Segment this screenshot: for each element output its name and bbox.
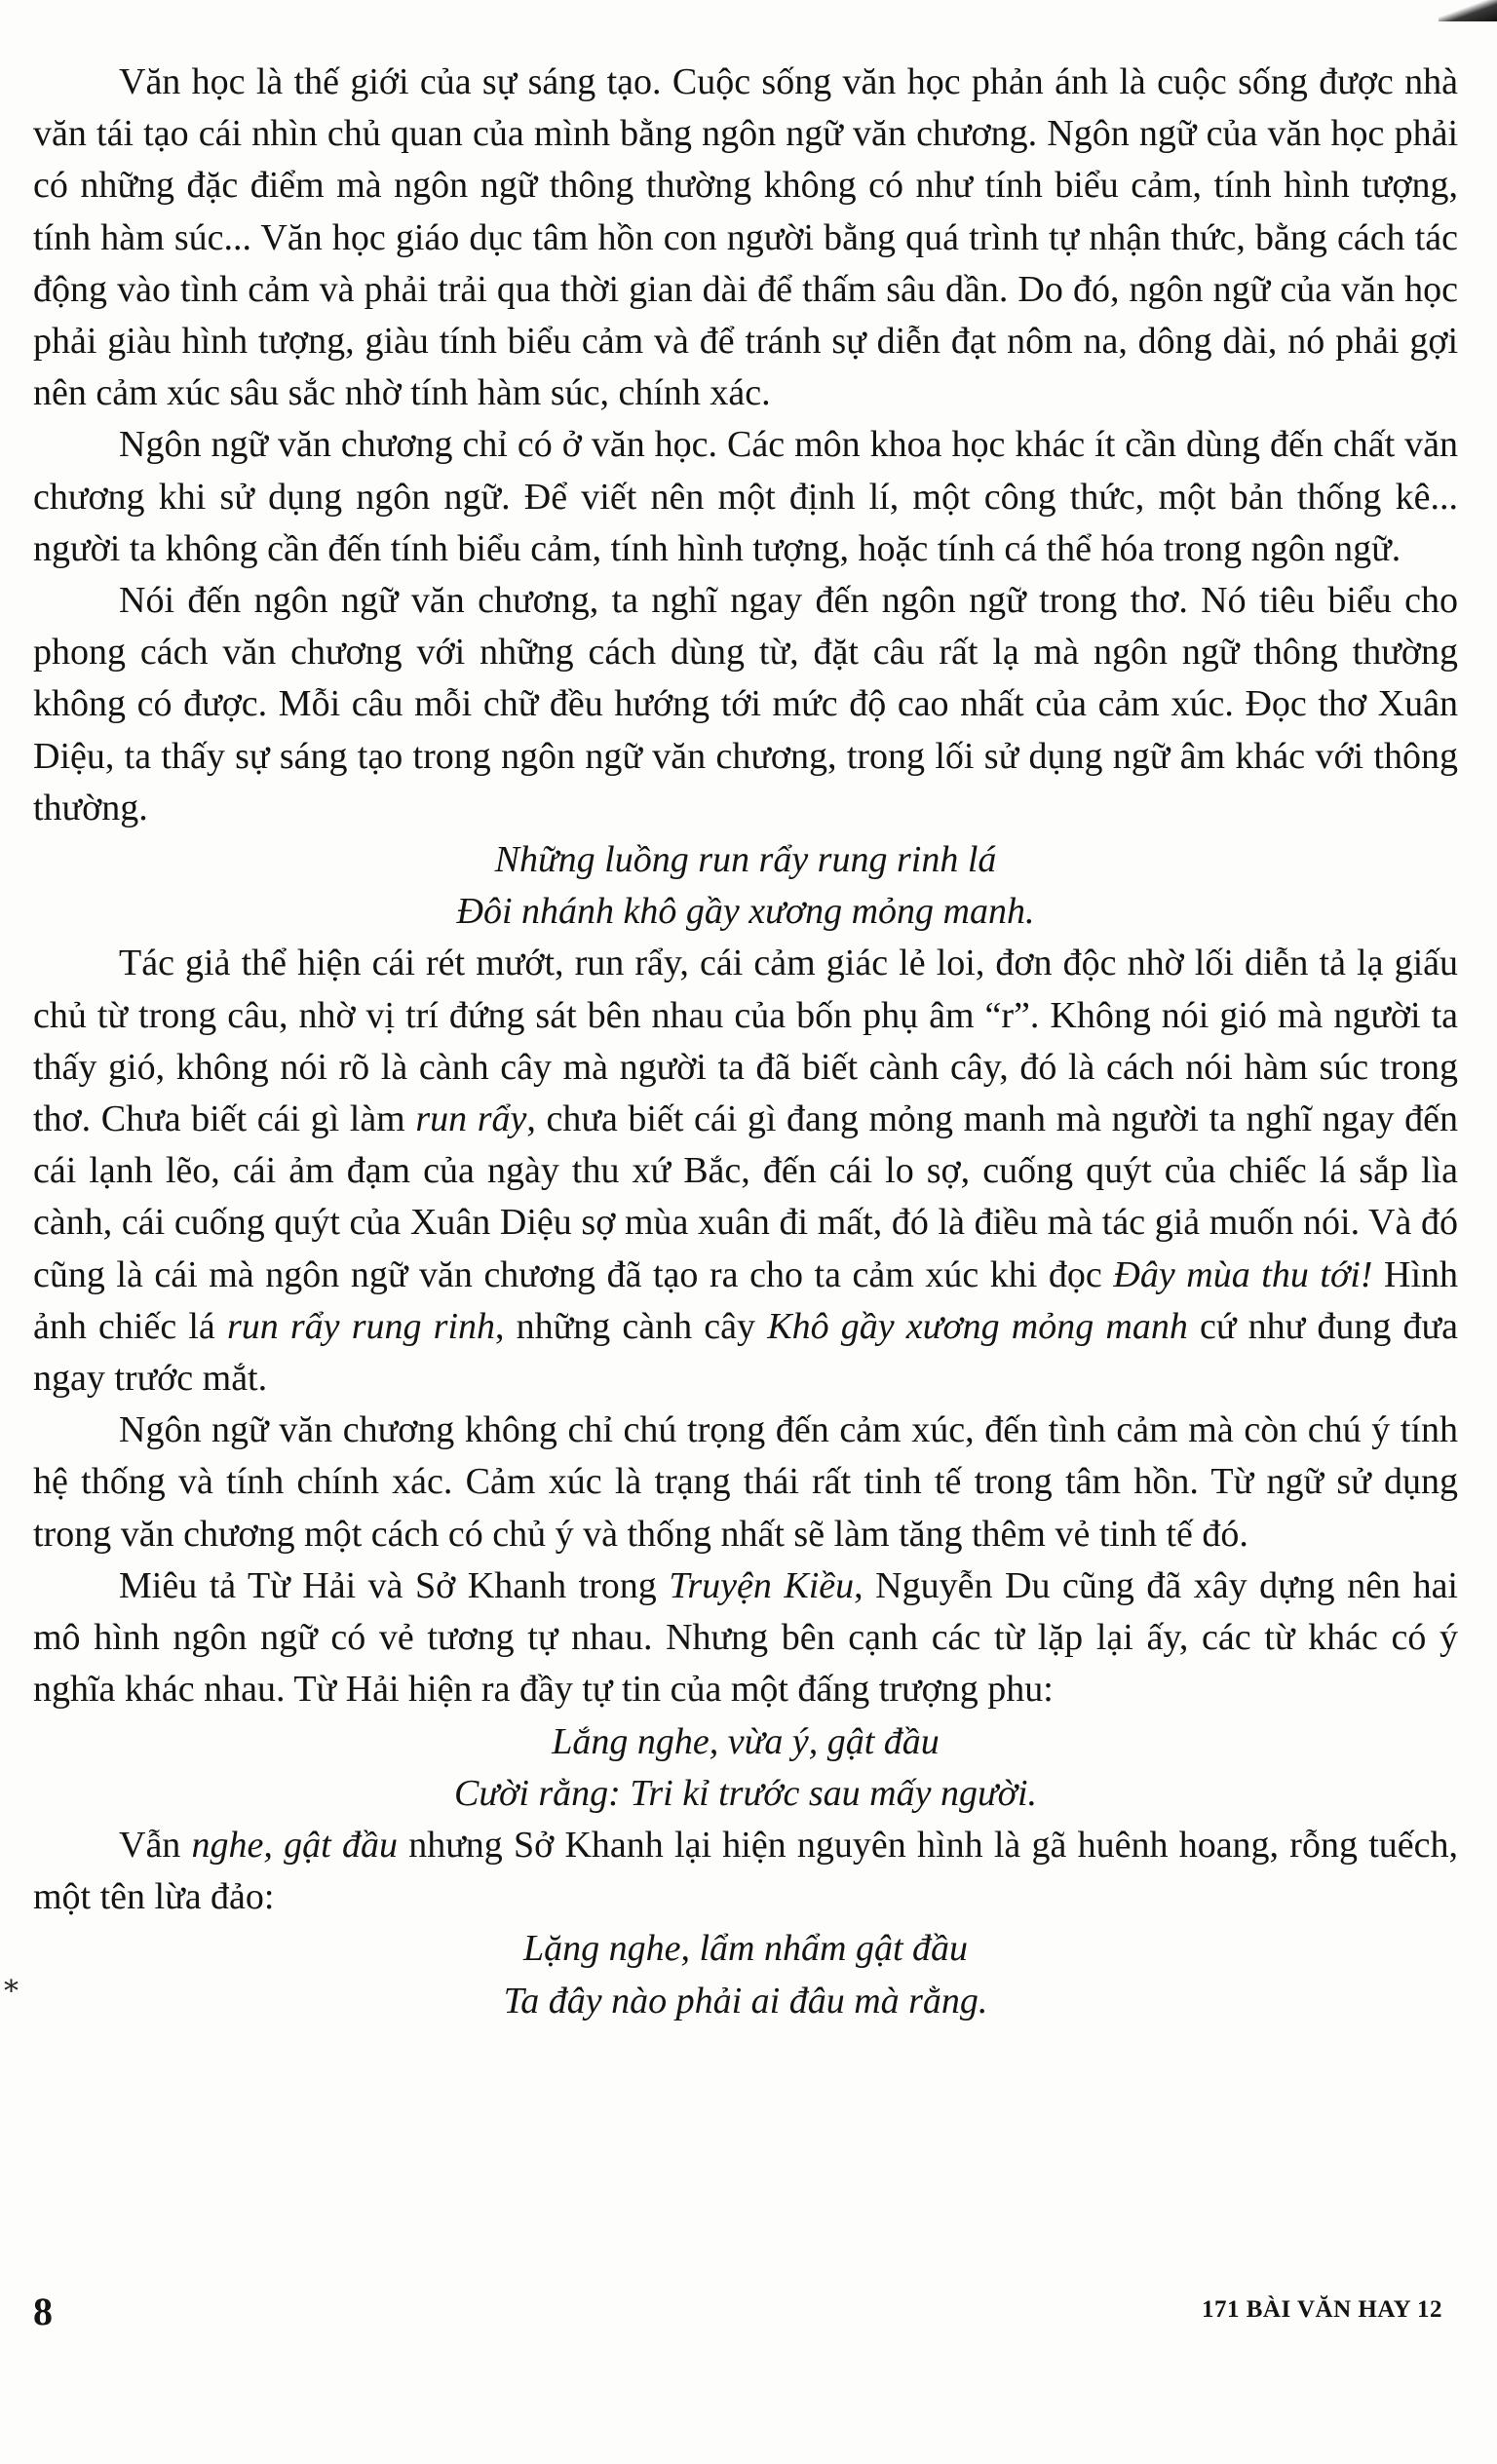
verse-xuan-dieu xyxy=(33,834,1458,938)
text-run: Tác giả thể hiện cái rét mướt, run rẩy, cái cảm giác lẻ loi, đơn độc nhờ lối diễn tả lạ giấu chủ từ trong câu, nhờ vị trí đứng sát bên nhau của bốn phụ âm “r”. Không nói gió mà người ta thấy gió, không nói rõ là cành cây mà người ta đã biết cành cây, đó là cách nói hàm súc trong thơ. Chưa biết cái gì làm xyxy=(33,943,1458,1140)
text-run: , chưa biết cái gì đang mỏng manh mà người ta nghĩ ngay đến cái lạnh lẽo, cái ảm đạm của ngày thu xứ Bắc, đến cái lo sợ, cuống quýt của chiếc lá sắp lìa cành, cái cuống quýt của Xuân Diệu sợ mùa xuân đi mất, đó là điều mà tác giả muốn nói. Và đó cũng là cái mà ngôn ngữ văn chương đã tạo ra cho ta cảm xúc khi đọc xyxy=(33,1098,1458,1295)
paragraph-1: Văn học là thế giới của sự sáng tạo. Cuộc sống văn học phản ánh là cuộc sống được nhà văn tái tạo cái nhìn chủ quan của mình bằng ngôn ngữ văn chương. Ngôn ngữ của văn học phải có những đặc điểm mà ngôn ngữ thông thường không có như tính biểu cảm, tính hình tượng, tính hàm súc... Văn học giáo dục tâm hồn con người bằng quá trình tự nhận thức, bằng cách tác động vào tình cảm và phải trải qua thời gian dài để thấm sâu dần. Do đó, ngôn ngữ của văn học phải giàu hình tượng, giàu tính biểu cảm và để tránh sự diễn đạt nôm na, dông dài, nó phải gợi nên cảm xúc sâu sắc nhờ tính hàm súc, chính xác. xyxy=(33,61,1458,414)
italic-quote: nghe, gật đầu xyxy=(191,1824,398,1866)
italic-quote: run rẩy rung rinh xyxy=(226,1305,495,1347)
text-run: nhưng Sở Khanh lại hiện nguyên hình là gã huênh hoang, rỗng tuếch, một tên lừa đảo: xyxy=(33,1824,1458,1918)
paragraph-5: Ngôn ngữ văn chương không chỉ chú trọng đến cảm xúc, đến tình cảm mà còn chú ý tính hệ thống và tính chính xác. Cảm xúc là trạng thái rất tinh tế trong tâm hồn. Từ ngữ sử dụng trong văn chương một cách có chủ ý và thống nhất sẽ làm tăng thêm vẻ tinh tế đó. xyxy=(33,1409,1458,1555)
page-footer xyxy=(33,2289,1442,2337)
page-number: 8 xyxy=(33,2290,53,2333)
verse-tu-hai xyxy=(33,1716,1458,1820)
italic-quote: Đây mùa thu tới! xyxy=(1113,1253,1373,1295)
text-run: Vẫn xyxy=(119,1824,192,1866)
verse-line: Lặng nghe, lẩm nhẩm gật đầu xyxy=(523,1928,968,1970)
verse-line: Ta đây nào phải ai đâu mà rằng. xyxy=(503,1980,988,2021)
text-run: Miêu tả Từ Hải và Sở Khanh trong xyxy=(119,1564,670,1606)
verse-line: Đôi nhánh khô gầy xương mỏng manh. xyxy=(456,891,1035,933)
text-run: cứ như đung đưa ngay trước mắt. xyxy=(33,1305,1459,1400)
paragraph-2: Ngôn ngữ văn chương chỉ có ở văn học. Các môn khoa học khác ít cần dùng đến chất văn chương khi sử dụng ngôn ngữ. Để viết nên một định lí, một công thức, một bản thống kê... người ta không cần đến tính biểu cảm, tính hình tượng, hoặc tính cá thể hóa trong ngôn ngữ. xyxy=(33,424,1458,569)
paragraph-7 xyxy=(33,1820,1458,1923)
italic-quote: run rẩy xyxy=(415,1098,527,1140)
running-title: 171 BÀI VĂN HAY 12 xyxy=(1201,2296,1442,2323)
verse-line: Cười rằng: Tri kỉ trước sau mấy người. xyxy=(453,1772,1038,1814)
text-run: , những cành cây xyxy=(495,1305,768,1347)
paragraph-6 xyxy=(33,1560,1458,1716)
verse-line: Những luồng run rẩy rung rinh lá xyxy=(494,839,997,881)
text-run: Hình ảnh chiếc lá xyxy=(33,1253,1459,1347)
verse-line: Lắng nghe, vừa ý, gật đầu xyxy=(552,1720,940,1762)
paragraph-3: Nói đến ngôn ngữ văn chương, ta nghĩ ngay đến ngôn ngữ trong thơ. Nó tiêu biểu cho phong cách văn chương với những cách dùng từ, đặt câu rất lạ mà ngôn ngữ thông thường không có được. Mỗi câu mỗi chữ đều hướng tới mức độ cao nhất của cảm xúc. Đọc thơ Xuân Diệu, ta thấy sự sáng tạo trong ngôn ngữ văn chương, trong lối sử dụng ngữ âm khác với thông thường. xyxy=(33,580,1458,828)
italic-quote: Khô gầy xương mỏng manh xyxy=(767,1305,1188,1347)
paragraph-4 xyxy=(33,938,1458,1405)
scan-corner-shadow xyxy=(1439,0,1497,21)
body-text xyxy=(33,57,1458,2027)
italic-title: Truyện Kiều xyxy=(669,1564,855,1606)
verse-so-khanh xyxy=(33,1923,1458,2026)
stray-ink-mark: ⁎ xyxy=(4,1965,19,1999)
text-run: , Nguyễn Du cũng đã xây dựng nên hai mô hình ngôn ngữ có vẻ tương tự nhau. Nhưng bên cạnh các từ lặp lại ấy, các từ khác có ý nghĩa khác nhau. Từ Hải hiện ra đầy tự tin của một đấng trượng phu: xyxy=(33,1564,1458,1711)
